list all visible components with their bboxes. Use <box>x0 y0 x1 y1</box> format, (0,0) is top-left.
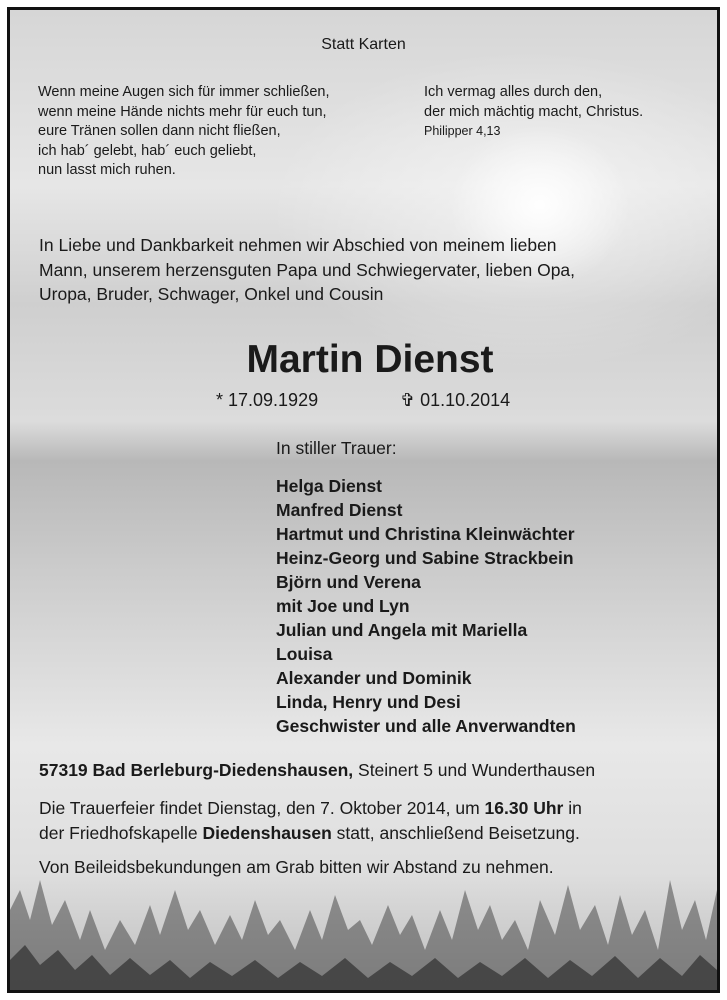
poem-line: eure Tränen sollen dann nicht fließen, <box>38 123 281 139</box>
funeral-text: in <box>568 798 582 818</box>
intro-text <box>39 233 575 307</box>
poem-line: nun lasst mich ruhen. <box>38 162 176 178</box>
mourner-name: Julian und Angela mit Mariella <box>276 620 528 640</box>
mourner-name: mit Joe und Lyn <box>276 596 410 616</box>
deceased-name: Martin Dienst <box>246 338 494 381</box>
funeral-text: der Friedhofskapelle <box>39 822 198 843</box>
funeral-text: Die Trauerfeier findet Dienstag, den 7. Oktober 2014, um <box>39 798 480 818</box>
mourner-name: Helga Dienst <box>276 476 382 496</box>
address-street: Steinert 5 und Wunderthausen <box>358 760 596 780</box>
funeral-time: 16.30 Uhr <box>484 798 564 818</box>
poem-line: ich hab´ gelebt, hab´ euch geliebt, <box>38 142 257 159</box>
intro-line: Mann, unserem herzensguten Papa und Schwiegervater, lieben Opa, <box>39 259 576 280</box>
obituary-notice <box>7 7 720 993</box>
poem-line: der mich mächtig macht, Christus. <box>424 103 644 120</box>
mourner-name: Hartmut und Christina Kleinwächter <box>276 524 575 544</box>
mourning-heading: In stiller Trauer: <box>276 438 397 458</box>
mourner-name: Alexander und Dominik <box>276 668 472 688</box>
cross-icon: ✞ <box>400 390 416 410</box>
mourner-name: Linda, Henry und Desi <box>276 692 461 712</box>
intro-line: In Liebe und Dankbarkeit nehmen wir Abschied von meinem lieben <box>39 235 557 255</box>
mourner-name: Heinz-Georg und Sabine Strackbein <box>276 548 574 568</box>
funeral-line-2 <box>39 821 582 846</box>
address-city: 57319 Bad Berleburg-Diedenshausen, <box>39 760 354 780</box>
mourner-name: Manfred Dienst <box>276 500 403 520</box>
condolence-note: Von Beileidsbekundungen am Grab bitten wir Abstand zu nehmen. <box>39 857 554 877</box>
death-date-value: 01.10.2014 <box>420 390 511 410</box>
poem-line: Wenn meine Augen sich für immer schließen, <box>38 84 330 100</box>
funeral-info <box>39 796 582 845</box>
poem-right <box>424 83 643 142</box>
mourner-name: Björn und Verena <box>276 572 421 592</box>
death-date <box>400 390 510 411</box>
funeral-line-1 <box>39 796 582 821</box>
intro-line: Uropa, Bruder, Schwager, Onkel und Cousin <box>39 284 384 304</box>
mourners-list <box>276 474 576 738</box>
mourner-name: Louisa <box>276 644 333 664</box>
funeral-place: Diedenshausen <box>202 822 332 843</box>
birth-date: * 17.09.1929 <box>216 390 319 410</box>
funeral-text: statt, anschließend Beisetzung. <box>336 822 580 843</box>
header-text: Statt Karten <box>321 36 406 53</box>
address-line <box>39 758 595 783</box>
poem-left <box>38 83 329 181</box>
poem-line: wenn meine Hände nichts mehr für euch tun, <box>38 103 327 120</box>
poem-line: Ich vermag alles durch den, <box>424 84 603 100</box>
mourner-name: Geschwister und alle Anverwandten <box>276 716 576 736</box>
verse-reference: Philipper 4,13 <box>424 124 501 138</box>
